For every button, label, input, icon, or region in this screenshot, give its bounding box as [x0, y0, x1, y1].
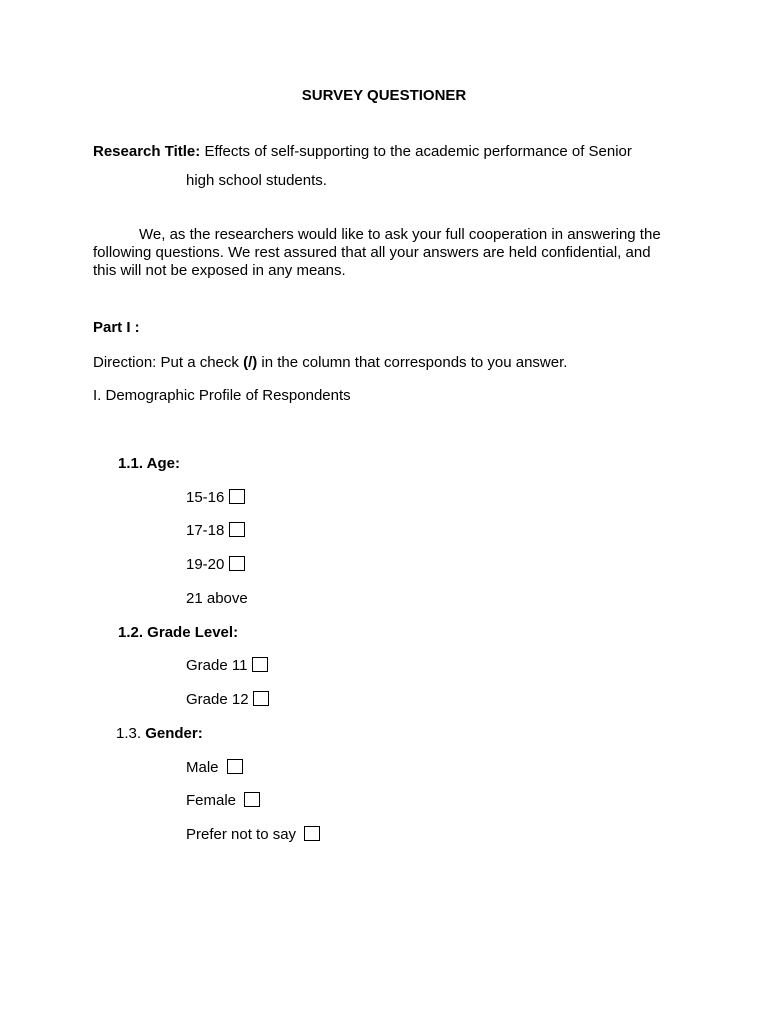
document-title: SURVEY QUESTIONER [301, 87, 467, 104]
age-question-label: 1.1. Age: [118, 455, 180, 472]
checkbox[interactable] [252, 657, 268, 672]
gender-label: Gender: [145, 725, 203, 742]
research-title-continuation: high school students. [186, 172, 327, 189]
research-title-text: Effects of self-supporting to the academic performance of Senior [200, 143, 632, 160]
option-label: Prefer not to say [186, 826, 297, 843]
direction-prefix: Direction: Put a check [93, 354, 244, 371]
part-heading: Part I : [93, 319, 140, 336]
direction-mark: (/) [243, 354, 258, 371]
gender-number: 1.3. [116, 725, 142, 742]
option-label: Grade 11 [186, 657, 248, 674]
research-title-label: Research Title: [93, 143, 201, 160]
checkbox[interactable] [227, 759, 243, 774]
option-label: 17-18 [186, 522, 225, 539]
checkbox[interactable] [229, 556, 245, 571]
option-label-number: 21 [186, 590, 203, 607]
gender-option-male [186, 759, 243, 776]
grade-question-label: 1.2. Grade Level: [118, 624, 239, 641]
grade-option-11 [186, 657, 268, 674]
age-option-15-16 [186, 489, 245, 506]
intro-paragraph [93, 226, 673, 280]
age-option-21-above [186, 590, 248, 607]
checkbox[interactable] [229, 522, 245, 537]
checkbox[interactable] [229, 489, 245, 504]
option-label: Male [186, 759, 219, 776]
intro-text: We, as the researchers would like to ask your full cooperation in answering the following questions. We rest assured that all your answers are held confidential, and this will not be exposed in any means. [93, 226, 661, 279]
gender-option-prefer-not [186, 826, 320, 843]
checkbox[interactable] [253, 691, 269, 706]
section-heading: I. Demographic Profile of Respondents [93, 387, 351, 404]
checkbox[interactable] [304, 826, 320, 841]
option-label: 15-16 [186, 489, 225, 506]
grade-option-12 [186, 691, 269, 708]
checkbox[interactable] [244, 792, 260, 807]
direction-suffix: in the column that corresponds to you answer. [257, 354, 568, 371]
gender-option-female [186, 792, 260, 809]
age-option-17-18 [186, 522, 245, 539]
option-label: Grade 12 [186, 691, 249, 708]
option-label: Female [186, 792, 237, 809]
option-label: 19-20 [186, 556, 225, 573]
direction-text [93, 354, 567, 371]
age-option-19-20 [186, 556, 245, 573]
option-label-word: above [206, 590, 248, 607]
research-title-line [93, 143, 632, 160]
gender-question-label [116, 725, 203, 742]
